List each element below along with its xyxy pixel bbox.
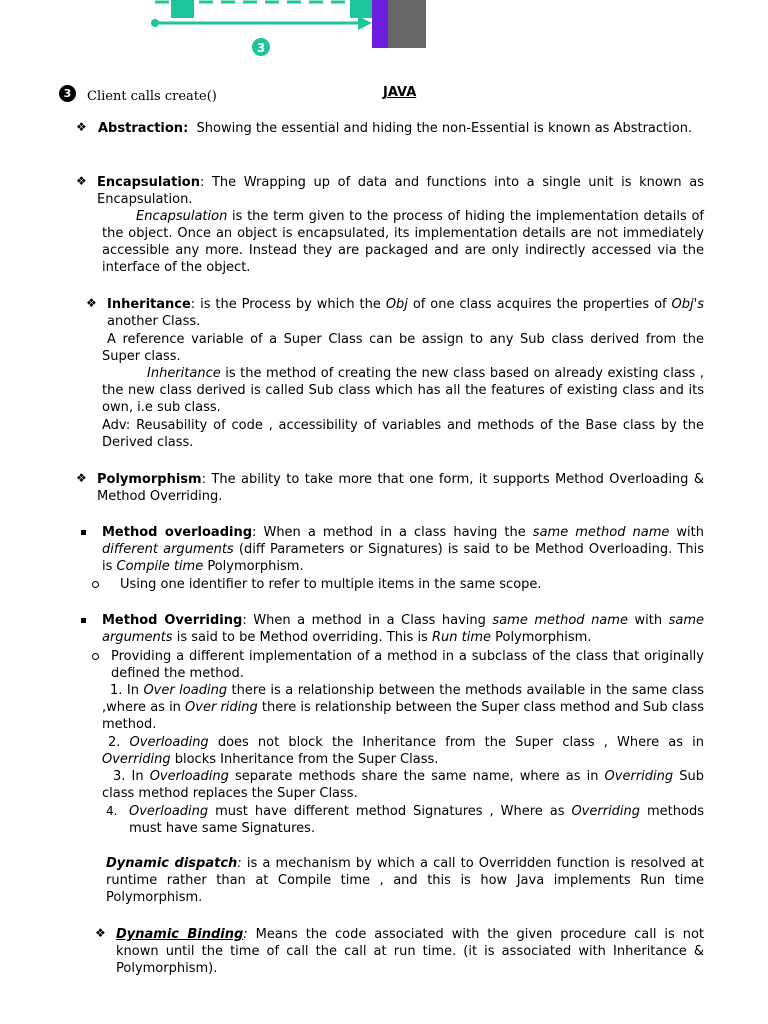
lifeline-box-left [171,0,194,18]
activation-bar [372,0,388,48]
overriding-sub-point: Providing a different implementation of a method in a subclass of the class that originally defined the method. [111,649,704,681]
dynamic-dispatch-term: Dynamic dispatch [106,856,238,871]
encapsulation-para [97,174,704,208]
inheritance-para: Inheritance: is the Process by which the Obj of one class acquires the properties of Obj's another Class. [107,297,704,329]
inheritance-detail: Inheritance is the method of creating the new class based on already existing class , the new class derived is called Sub class which has all the features of existing class and its own, i.e sub class. [102,366,704,415]
call-arrow-head [358,16,372,30]
encapsulation-body: : The Wrapping up of data and functions into a single unit is known as Encapsulation. [97,175,704,207]
dynamic-binding-para: Dynamic Binding: Means the code associated with the given procedure call is not known until the time of call the call at run time. (it is associated with Inheritance & Polymorphism). [116,927,705,976]
overloading-sub-point: Using one identifier to refer to multiple items in the same scope. [120,577,542,592]
point-4-number: 4. [106,804,118,818]
overloading-term: Method overloading [102,525,253,540]
object-block [388,0,426,48]
circle-bullet-icon [92,653,99,660]
polymorphism-term: Polymorphism [97,472,202,487]
abstraction-para [98,120,704,137]
encapsulation-term: Encapsulation [97,175,200,190]
sequence-diagram-fragment [0,0,768,60]
point-3: 3. In Overloading separate methods share the same name, where as in Overriding Sub class method replaces the Super Class. [102,769,704,801]
inheritance-term: Inheritance [107,297,191,312]
square-bullet-icon [81,530,86,535]
page-title: JAVA [383,85,417,100]
step-3-caption: Client calls create() [87,89,217,104]
abstraction-term: Abstraction: [98,121,189,136]
overriding-para: Method Overriding: When a method in a Class having same method name with same arguments is said to be Method overriding. This is Run time Polymorphism. [102,613,704,645]
diamond-bullet-icon: ❖ [86,296,97,310]
dynamic-binding-term: Dynamic Binding [116,927,244,942]
square-bullet-icon [81,618,86,623]
point-2: 2. Overloading does not block the Inheritance from the Super class , Where as in Overriding blocks Inheritance from the Super Class. [102,735,704,767]
polymorphism-para: Polymorphism: The ability to take more that one form, it supports Method Overloading & Method Overriding. [97,472,704,504]
circle-bullet-icon [92,581,99,588]
call-arrow-start-dot [151,19,159,27]
diamond-bullet-icon: ❖ [76,120,87,134]
step-3-badge: 3 [59,85,76,102]
point-1: 1. In Over loading there is a relationship between the methods available in the same class ,where as in Over riding there is relationship between the Super class method and Sub class method. [102,683,704,732]
step-3-label: 3 [256,41,266,55]
overriding-term: Method Overriding [102,613,243,628]
abstraction-body: Showing the essential and hiding the non-Essential is known as Abstraction. [196,121,693,136]
encapsulation-italic: Encapsulation [136,209,228,224]
inheritance-reference-note: A reference variable of a Super Class can be assign to any Sub class derived from the Super class. [102,332,704,364]
point-4: Overloading must have different method Signatures , Where as Overriding methods must have same Signatures. [129,804,704,836]
encapsulation-detail [102,208,704,276]
diamond-bullet-icon: ❖ [76,174,87,188]
lifeline-box-right [350,0,372,18]
dynamic-dispatch-para: Dynamic dispatch: is a mechanism by which a call to Overridden function is resolved at runtime rather than at Compile time , and this is how Java implements Run time Polymorphism. [106,856,704,905]
diamond-bullet-icon: ❖ [76,471,87,485]
overloading-para: Method overloading: When a method in a class having the same method name with different arguments (diff Parameters or Signatures) is said to be Method Overloading. This is Compile time Polymorphism. [102,525,705,574]
encapsulation-detail-text: is the term given to the process of hiding the implementation details of the object. Once an object is encapsulated, its implementation details are not immediately accessible any more. Instead they are packaged and are only indirectly accessed via the interface of the object. [102,209,704,275]
diamond-bullet-icon: ❖ [95,926,106,940]
inheritance-advantage: Adv: Reusability of code , accessibility of variables and methods of the Base class by the Derived class. [102,418,704,450]
